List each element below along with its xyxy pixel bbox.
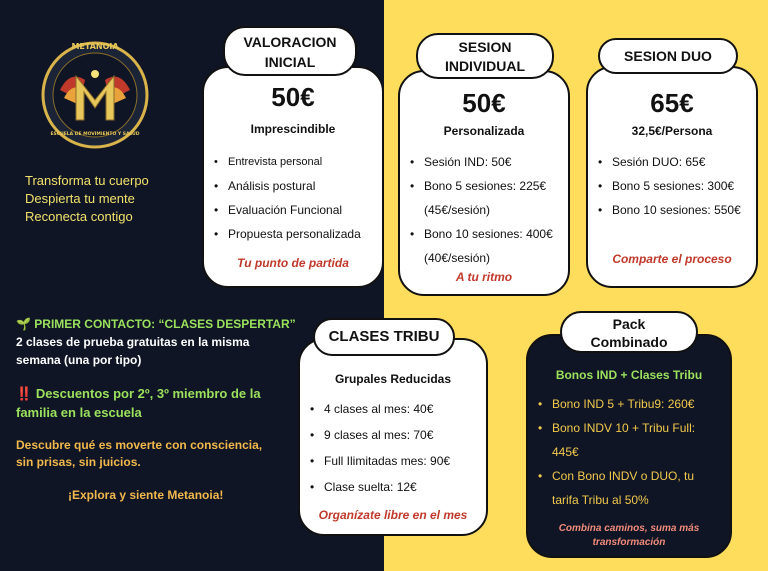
descubre-line2: sin prisas, sin juicios. (16, 455, 141, 469)
tribu-subtitle: Grupales Reducidas (334, 372, 452, 386)
valoracion-title-line2: INICIAL (264, 54, 316, 70)
pack-title-line2: Combinado (590, 334, 668, 350)
logo-name: METANOIA (71, 42, 119, 51)
individual-title-line2: INDIVIDUAL (444, 58, 526, 74)
individual-list (410, 150, 553, 270)
tribu-list (310, 396, 450, 500)
explora: ¡Explora y siente Metanoia! (68, 488, 224, 502)
duo-footer: Comparte el proceso (612, 252, 732, 266)
tagline-2: Despierta tu mente (25, 191, 135, 206)
descubre-line1: Descubre qué es moverte con consciencia, (16, 438, 263, 452)
list-item: • Entrevista personal (214, 150, 361, 174)
individual-subtitle: Personalizada (443, 124, 525, 138)
valoracion-subtitle: Imprescindible (250, 122, 336, 136)
sprout-icon: 🌱 (16, 317, 31, 331)
list-item: • Análisis postural (214, 174, 361, 198)
pack-title-line1: Pack (612, 316, 646, 332)
tagline-3: Reconecta contigo (25, 209, 133, 224)
duo-list (598, 150, 741, 222)
valoracion-title-line1: VALORACION (243, 34, 337, 50)
duo-title-text: SESION DUO (624, 48, 712, 64)
valoracion-price: 50€ (271, 82, 315, 112)
pack-footer-line2: transformación (592, 537, 666, 548)
duo-card (586, 66, 758, 288)
desc-line2: familia en la escuela (16, 405, 142, 420)
tagline (25, 172, 149, 226)
list-item: • Bono 5 sesiones: 225€ (410, 174, 553, 198)
list-item: • Bono 5 sesiones: 300€ (598, 174, 741, 198)
pack-card (526, 334, 732, 558)
pack-list (538, 392, 695, 512)
valoracion-list (214, 150, 361, 246)
list-item: • Bono 10 sesiones: 400€ (410, 222, 553, 246)
list-item: • Clase suelta: 12€ (310, 474, 450, 500)
list-item: • Sesión DUO: 65€ (598, 150, 741, 174)
individual-footer: A tu ritmo (455, 270, 513, 284)
duo-price: 65€ (650, 88, 694, 118)
list-item: • 4 clases al mes: 40€ (310, 396, 450, 422)
tribu-title (313, 318, 455, 356)
individual-card (398, 70, 570, 296)
list-item: • Propuesta personalizada (214, 222, 361, 246)
valoracion-card (202, 66, 384, 288)
double-exclamation-icon: ‼️ (16, 386, 33, 401)
primer-title-row (16, 315, 296, 333)
primer-title: PRIMER CONTACTO: “CLASES DESPERTAR” (34, 317, 296, 331)
descubre (16, 437, 262, 471)
list-item: • Bono INDV 10 + Tribu Full: (538, 416, 695, 440)
list-item: • 9 clases al mes: 70€ (310, 422, 450, 448)
list-item: 445€ (552, 445, 579, 459)
duo-subtitle: 32,5€/Persona (631, 124, 713, 138)
duo-title (598, 38, 738, 74)
list-item: • Bono IND 5 + Tribu9: 260€ (538, 392, 695, 416)
valoracion-title (223, 26, 357, 76)
list-item: (45€/sesión) (424, 203, 491, 217)
tribu-footer: Organízate libre en el mes (318, 508, 468, 522)
list-item: • Con Bono INDV o DUO, tu (538, 464, 695, 488)
list-item: • Bono 10 sesiones: 550€ (598, 198, 741, 222)
list-item: • Sesión IND: 50€ (410, 150, 553, 174)
pack-title (560, 311, 698, 353)
list-item: • Evaluación Funcional (214, 198, 361, 222)
list-item: tarifa Tribu al 50% (552, 493, 649, 507)
primer-contacto (16, 315, 296, 369)
metanoia-logo (40, 40, 150, 150)
desc-row-1 (16, 384, 261, 403)
list-item: • Full Ilimitadas mes: 90€ (310, 448, 450, 474)
pack-subtitle: Bonos IND + Clases Tribu (555, 368, 703, 382)
individual-price: 50€ (462, 88, 506, 118)
primer-line2: semana (una por tipo) (16, 353, 142, 367)
tribu-card (298, 338, 488, 536)
tagline-1: Transforma tu cuerpo (25, 173, 149, 188)
logo-caption: ESCUELA DE MOVIMIENTO Y SALUD (50, 132, 140, 137)
valoracion-footer: Tu punto de partida (237, 256, 349, 270)
desc-line1: Descuentos por 2º, 3º miembro de la (35, 386, 261, 401)
tribu-title-text: CLASES TRIBU (328, 328, 440, 345)
list-item: (40€/sesión) (424, 251, 491, 265)
primer-line1: 2 clases de prueba gratuitas en la misma (16, 335, 250, 349)
individual-title-line1: SESION (458, 39, 512, 55)
pack-footer-line1: Combina caminos, suma más (558, 523, 700, 534)
pack-footer (528, 522, 730, 550)
descuentos (16, 384, 261, 422)
individual-title (416, 33, 554, 79)
